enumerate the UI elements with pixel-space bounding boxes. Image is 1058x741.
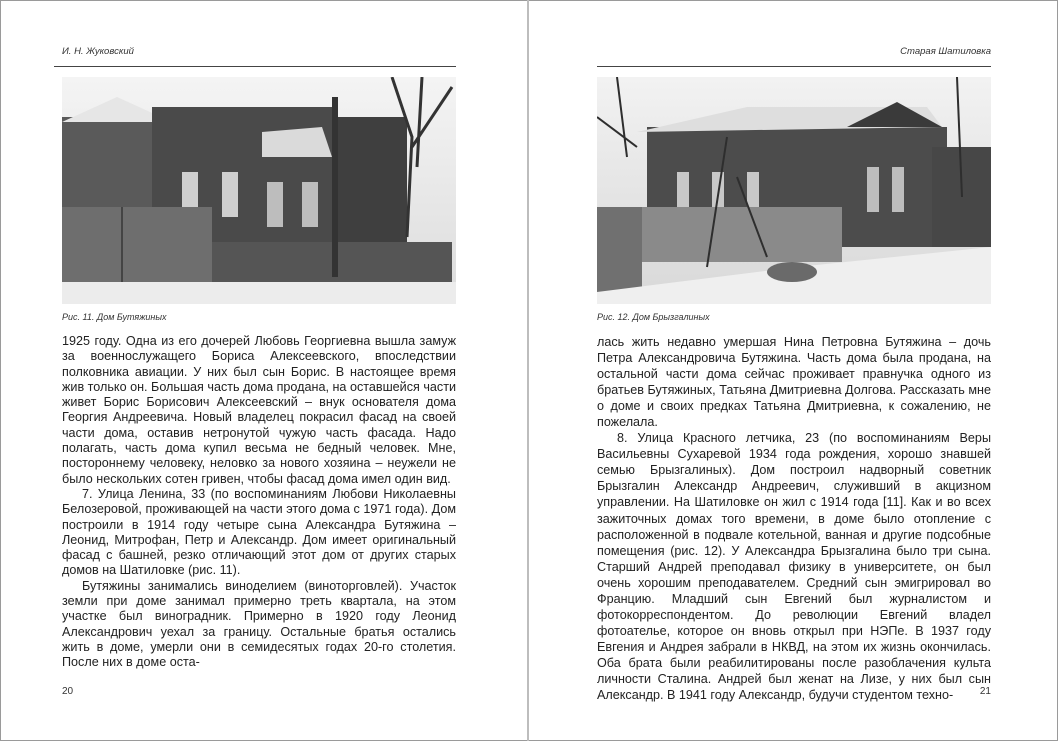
body-text: [597, 334, 991, 703]
header-rule: [597, 66, 991, 67]
page-number: 21: [979, 686, 991, 697]
book-gutter: [527, 0, 529, 741]
header-rule: [54, 66, 456, 67]
figure-caption: Рис. 12. Дом Брызгалиных: [597, 312, 710, 322]
running-head: И. Н. Жуковский: [62, 46, 134, 57]
paragraph: Бутяжины занимались виноделием (виноторговлей). Участок земли при доме занимал примерно треть квартала, на этом участке был виноградник. Примерно в 1920 году Леонид Александрович уехал за границу. Остальные братья остались жить в доме, умерли они в семидесятых годах 20-го столетия. После них в доме оста-: [62, 578, 456, 670]
paragraph: 8. Улица Красного летчика, 23 (по воспоминаниям Веры Васильевны Сухаревой 1934 года рождения, хорошо знавшей семью Брызгалиных). Дом построил надворный советник Брызгалин Александр Андреевич, служивший в акцизном управлении. На Шатиловке он жил с 1914 года [11]. Как и во всех зажиточных домах того времени, в доме было отопление с расположенной в подвале котельной, ванная и другие подсобные помещения (рис. 12). У Александра Брызгалина было три сына. Старший Андрей преподавал физику в университете, он был очень хорошим преподавателем. Средний сын эмигрировал во Францию. Младший сын Евгений был журналистом и фотокорреспондентом. До революции Евгений владел фотоателье, которое он вновь открыл при НЭПе. В 1937 году Евгения и Андрея забрали в НКВД, на этом их жизнь окончилась. Оба брата были реабилитированы после разоблачения культа личности Сталина. Андрей был женат на Лизе, у них был сын Александр. В 1941 году Александр, будучи студентом техно-: [597, 431, 991, 703]
figure-caption: Рис. 11. Дом Бутяжиных: [62, 312, 167, 322]
photo-butyazhin-house: [62, 77, 456, 304]
photo-bryzgalin-house: [597, 77, 991, 304]
page-number: 20: [62, 686, 74, 697]
running-head: Старая Шатиловка: [900, 46, 991, 57]
paragraph: лась жить недавно умершая Нина Петровна Бутяжина – дочь Петра Александровича Бутяжина. Часть дома была продана, на остальной части дома сейчас проживает правнучка одного из братьев Бутяжиных, Татьяна Дмитриевна Долгова. Рассказать мне о доме и своих предках Татьяна Дмитриевна, к сожалению, не пожелала.: [597, 335, 991, 430]
paragraph: 1925 году. Одна из его дочерей Любовь Георгиевна вышла замуж за военнослужащего Бориса Алексеевского, впоследствии полковника авиации. У них был сын Борис. В настоящее время жив только он. Большая часть дома продана, на оставшейся части живет Борис Борисович Алексеевский – внук основателя дома Георгия Андреевича. Новый владелец покрасил фасад на своей части дома, оставив нетронутой чужую часть фасада. Надо полагать, часть дома купил весьма не бедный человек. Мне, постороннему человеку, неловко за нового хозяина – неужели не было нескольких сотен гривен, чтобы фасад дома имел один вид.: [62, 334, 456, 486]
paragraph: 7. Улица Ленина, 33 (по воспоминаниям Любови Николаевны Белозеровой, проживающей на части этого дома с 1971 года). Дом построили в 1914 году четыре сына Александра Бутяжина – Леонид, Митрофан, Петр и Александр. Дом имеет оригинальный фасад с башней, резко отличающий этот дом от других старых домов на Шатиловке (рис. 11).: [62, 486, 456, 578]
body-text: [62, 334, 456, 671]
